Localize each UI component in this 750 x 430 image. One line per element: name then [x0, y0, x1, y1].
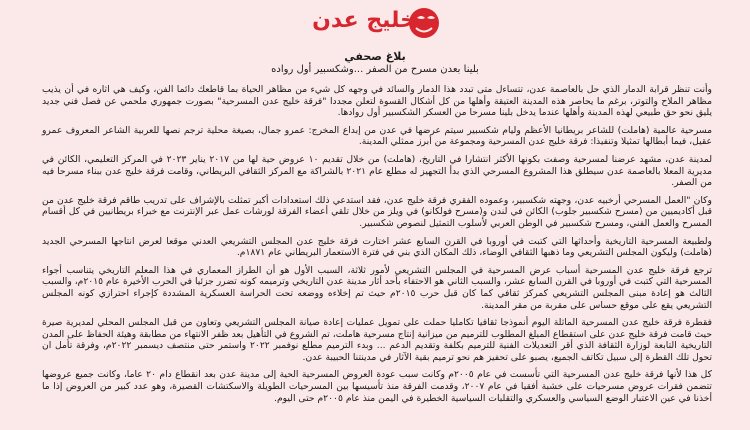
document-subtitle: بلينا بعدن مسرح من الصفر ...وشكسبير أول رواده	[271, 64, 479, 75]
paragraph: فقطرة فرقة خليج عدن المسرحية الماثلة اليوم أنموذجا ثقافيا تكامليا حملت على تمويل عمليات إعادة صيانة المجلس التشريعي وتعاون من قبل المجلس المحلي لمديرية صيرة حيث قامت فرقة خليج عدن على استقطاع المبلغ المطلوب للترميم من ميزانية إنتاج مسرحية هاملت، تم الشروع في التأهيل بعد ظفر الانتهاء من مطابقة وهيئة الحفاظ على المدن التاريخية التابعة لوزارة الثقافة الذي أقر التعديلات الفنية للترميم بكلفة وتقديم الدعم ... وبدء الترميم مطلع نوفمبر ٢٠٢٢ واستمر حتى منتصف ديسمبر ٢٠٢٢م، وفرقة تأمل ان تحول تلك القطرة إلى سبيل تكاتف الجميع، يصبو على تحفيز هم نحو ترميم بقية الآثار في مدينتنا الحبيبة عدن.	[42, 317, 713, 363]
paragraph: وأنت تنظر قرابة الدمار الذي حل بالعاصمة عدن، تتساءل متى تبدد هذا الدمار والسائد في وجهه كل شيء من مظاهر الحياة بما قاطعك دائما الفن، وكيف هي اثاره في أن يذيب مظاهر الملاح والتوتر، برغم ما يحاصر هذه المدينة العتيقة وأهلها من كل أشكال القسوة لتعلن مجددا "فرقة خليج عدن المسرحية" بصورت جمهوري ملحمي عن فصل فني جديد يليق نحو حق طبيعي لهذه المدينة وأهلها عندما يدخل بلينا مسرحا من العسكر الشكسبير أول روادها.	[42, 84, 712, 119]
paragraph: ترجع فرقة خليج عدن المسرحية أسباب عرض المسرحية في المجلس التشريعي لأمور ثلاثة، السبب الأول هو أن الطراز المعماري في هذا المعلم التاريخي يتناسب أجواء المسرحية التي كتبت في أوروبا في القرن السابع عشر، والسبب الثاني هو الاحتفاء بأحد أثار مدينة عدن التاريخي وترميمه كونه تضرر جزئيا في الحرب الأخيرة عام ٢٠١٥م، والسبب الثالث هو إعادة مبنى المجلس التشريعي كمركز ثقافي كما كان قبل حرب ٢٠١٥م حيث تم إخلاءه ووضعه تحت الحراسة العسكرية المشددة كإجراء احترازي كونه المجلس التشريعي يقع على موقع حساس على مقربة من مقر المدينة.	[42, 264, 712, 311]
paragraph: ولطبيعة المسرحية التاريخية وأحداثها التي كتبت في أوروبا في القرن السابع عشر اختارت فرقة خليج عدن المجلس التشريعي العدني موقعا لعرض انتاجها المسرحي الجديد (هاملت) وليكون المجلس التشريعي وما ذهبها الثقافي الوضاء، ذلك المكان الذي بني في فترة الاستعمار البريطاني عام ١٨٧١م.	[42, 235, 712, 259]
document-title: بلاغ صحفي	[344, 50, 406, 63]
paragraph: كل هذا لأنها فرقة خليج عدن المسرحية التي تأسست في عام ٢٠٠٥م وكانت سبب عودة العروض المسرحية الحية إلى مدينة عدن بعد انقطاع دام ٢٠ عاما، وكانت جميع عروضها تتضمن فقرات عروض مسرحيات على خشبة أفقيا في عام ٢٠٠٧، وقدمت الفرقة منذ تأسيسها بين المسرحيات الطويلة والاسكتشات القصيرة، وهو عدد كبير من العروض إذا ما أخذنا في عين الاعتبار الوضع السياسي والعسكري والتقلبات السياسية الخطيرة في اليمن منذ عام ٢٠٠٥م حتى اليوم.	[42, 369, 712, 404]
document-body	[42, 84, 712, 410]
logo-text: خليج عدن	[312, 8, 416, 33]
paragraph: لمدينة عدن، مشهد عرضنا لمسرحية وصفت بكونها الأكثر انتشارا في التاريخ، (هاملت) من خلال تقديم ١٠ عروض حية لها من ٢٠١٧ يناير ٢٠٢٣ في المركز التعليمي، الكائن في مديرية المعلا بالعاصمة عدن سيطلق هذا المشروع المسرحي الذي بدأ التجهيز له مطلع عام ٢٠٢١ بالشراكة مع المركز الثقافي البريطاني، وقامت فرقة خليج عدن ببناء مسرحا فيه من الصفر.	[42, 153, 713, 189]
aden-gulf-troupe-logo	[300, 2, 450, 46]
paragraph: وكان "العمل المسرحي أرخبيه عدن، وجهته شكسبير، وعموده الفقري فرقة خليج عدن، فقد استدعي ذلك استعدادات أكبر تمثلت بالإشراف على تدريب طاقم فرقة خليج عدن من قبل أكاديميين من (مسرح شكسبير جلوب) الكائن في لندن و(مسرح فولكانو) في ويلز من خلال تلقي أعضاء الفرقة لورشات عمل عبر الإنترنت مع خبراء بريطانيين في كل أقسام المسرح والعمل الفني، ومسرح شكسبير في الوطن العربي لأسلوب التمثيل لنصوص شكسبير.	[42, 194, 712, 229]
paragraph: مسرحية عالمية (هاملت) للشاعر بريطانيا الأعظم وليام شكسبير سيتم عرضها في عدن من إبداع المخرج: عمرو جمال، بصيغة محلية ترجم نصها للعربية الشاعر المعروف عمرو عقيل، فيما أبطالها تمثيلا وتنفيذا: فرقة خليج عدن المسرحية ومجموعة من أبرز ممثلي المدينة.	[42, 124, 712, 148]
